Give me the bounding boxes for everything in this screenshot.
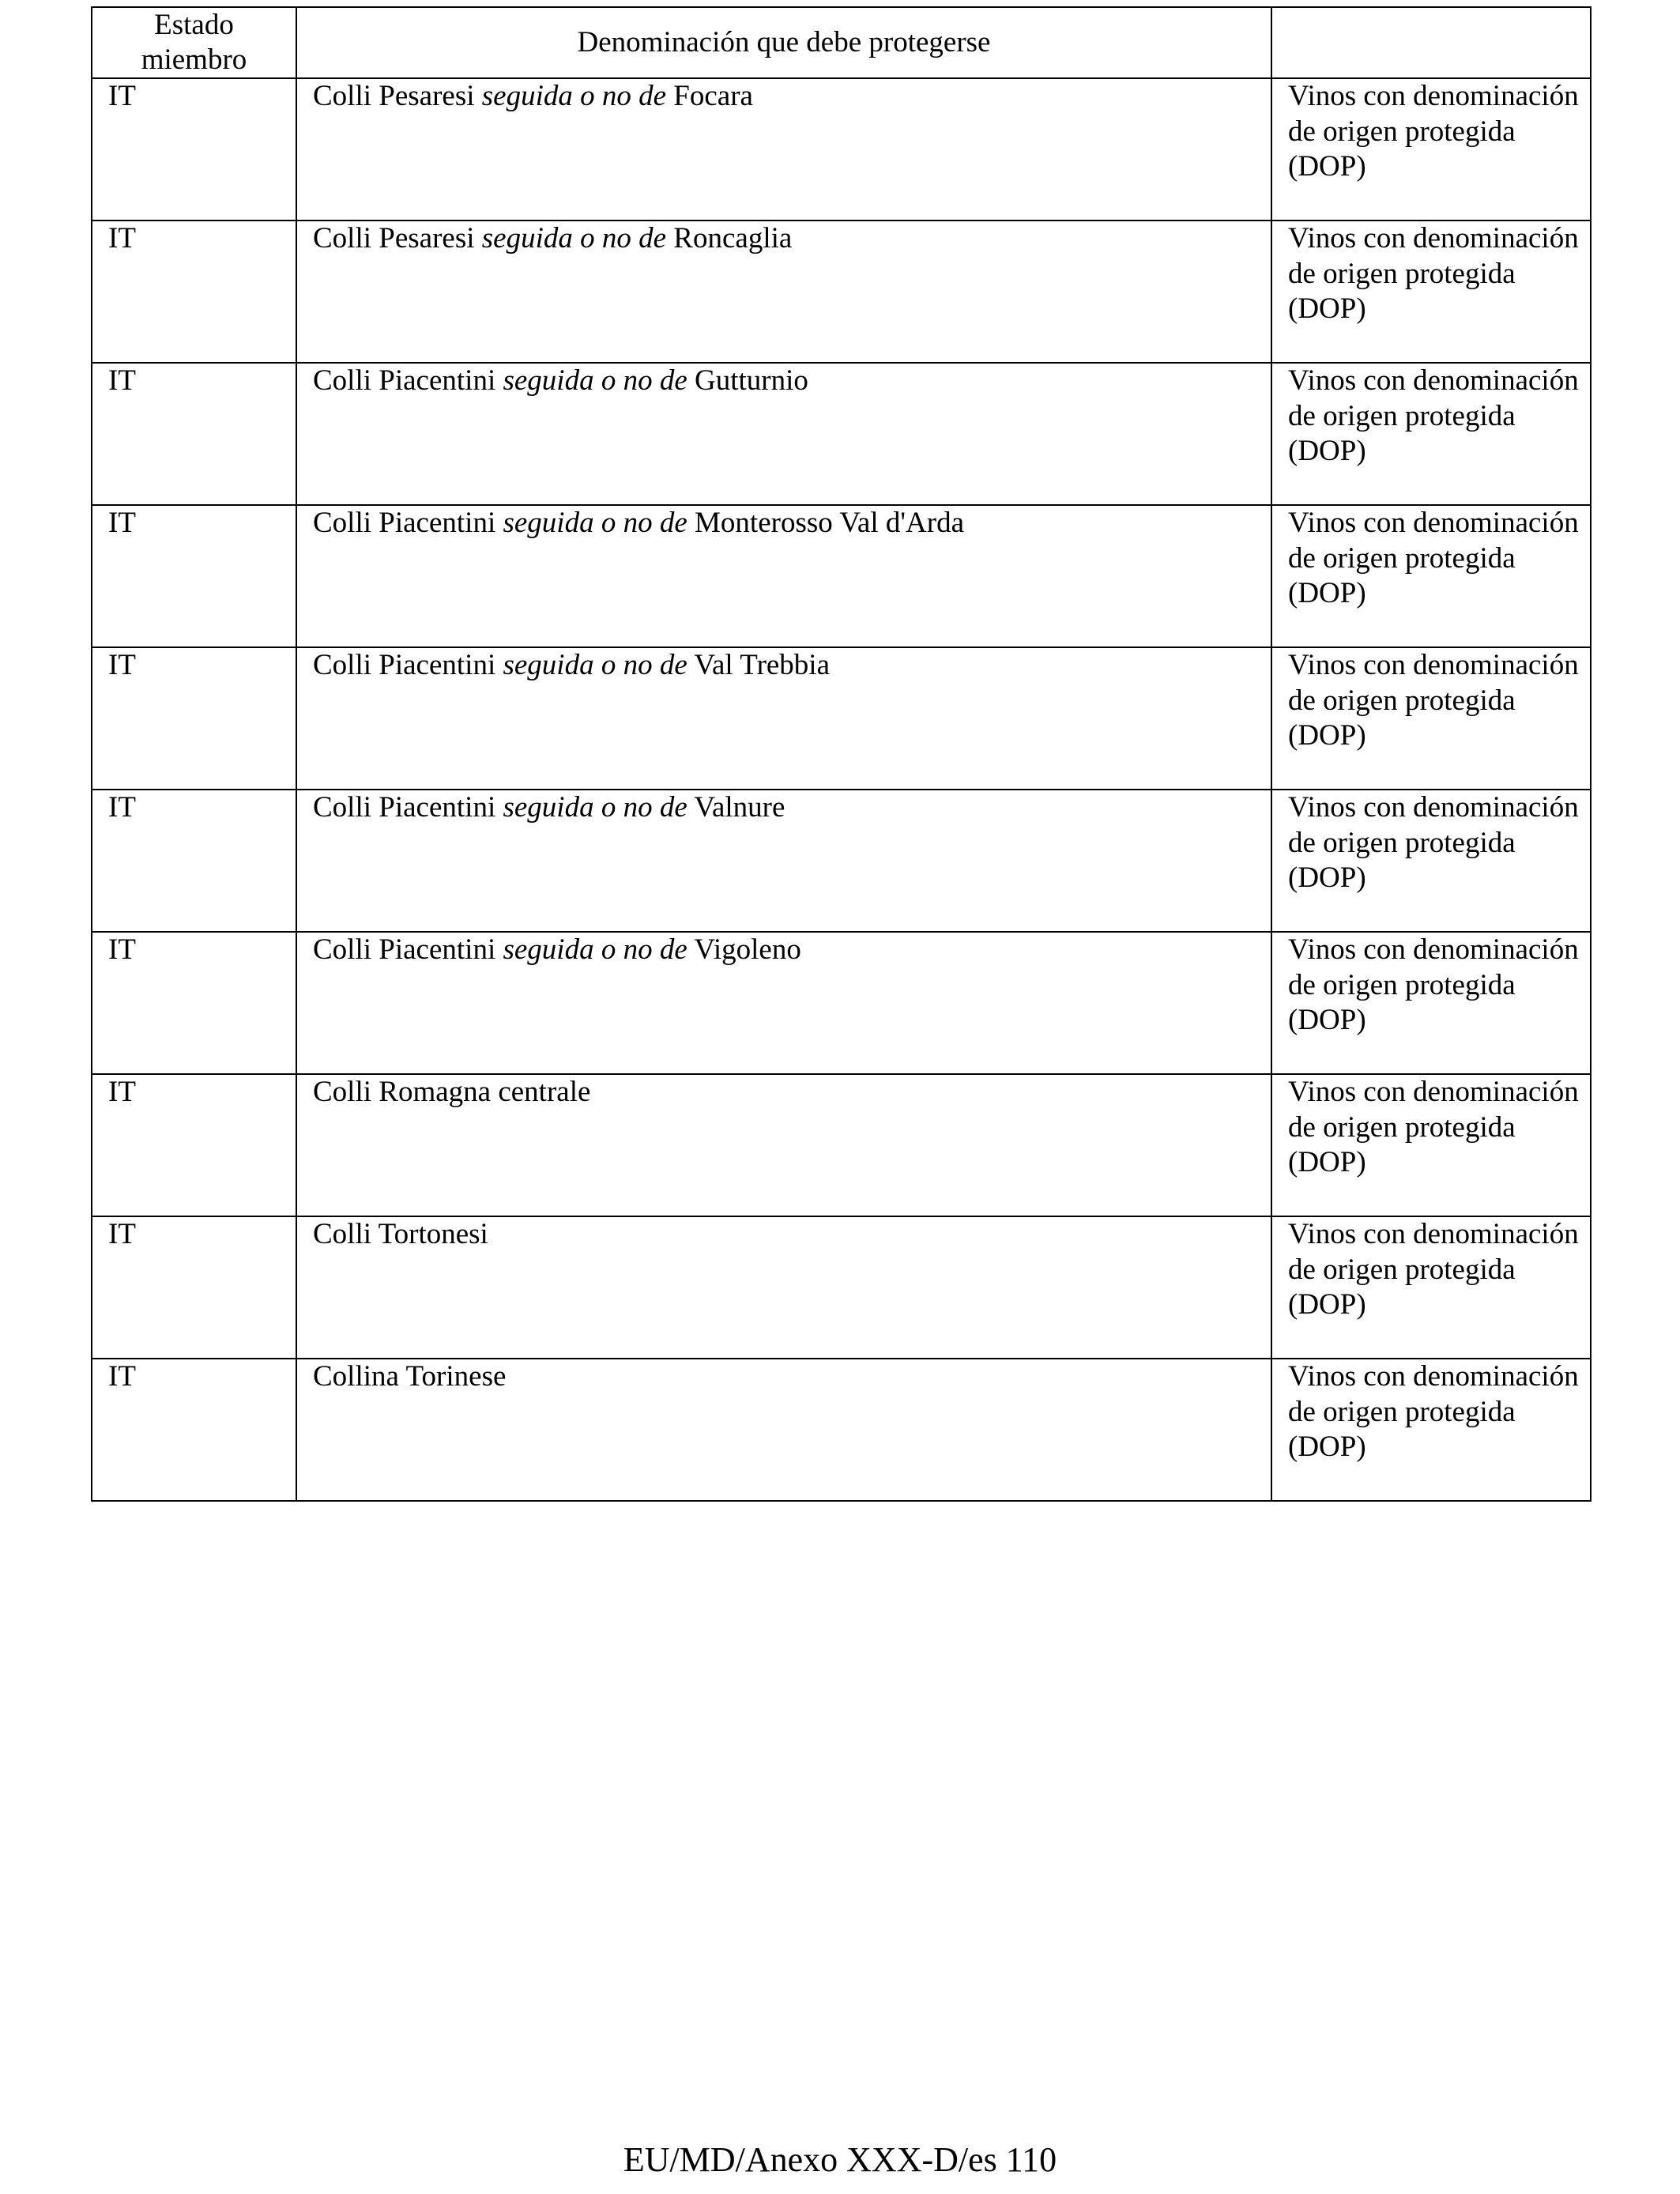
cell-category: [1271, 647, 1591, 790]
denomination-connector: seguida o no de: [503, 364, 687, 397]
table-row: [92, 1074, 1591, 1216]
cell-denomination: [296, 647, 1271, 790]
header-denominacion-text: Denominación que debe protegerse: [577, 26, 991, 58]
denomination-connector: seguida o no de: [503, 933, 687, 966]
cell-category: [1271, 363, 1591, 505]
category-text: Vinos con denominación de origen protegida (DOP): [1288, 933, 1579, 1036]
member-state-text: IT: [108, 80, 136, 112]
header-category: [1271, 7, 1591, 78]
header-denominacion: [296, 7, 1271, 78]
denomination-connector: seguida o no de: [503, 507, 687, 539]
cell-denomination: [296, 1216, 1271, 1359]
cell-category: [1271, 932, 1591, 1074]
denomination-name: Colli Piacentini: [313, 649, 496, 681]
cell-category: [1271, 78, 1591, 221]
page-footer: EU/MD/Anexo XXX-D/es 110: [623, 2140, 1057, 2179]
table-row: [92, 505, 1591, 647]
header-estado-miembro: [92, 7, 296, 78]
denomination-name: Colli Piacentini: [313, 364, 496, 397]
denomination-connector: seguida o no de: [481, 80, 667, 112]
cell-denomination: [296, 790, 1271, 932]
member-state-text: IT: [108, 649, 136, 681]
denomination-connector: seguida o no de: [503, 649, 687, 681]
cell-denomination: [296, 932, 1271, 1074]
cell-denomination: [296, 505, 1271, 647]
cell-member-state: [92, 78, 296, 221]
cell-member-state: [92, 932, 296, 1074]
denomination-name: Colli Pesaresi: [313, 80, 475, 112]
category-text: Vinos con denominación de origen protegida (DOP): [1288, 222, 1579, 325]
table-body: [92, 78, 1591, 1501]
denominations-table: [91, 6, 1591, 1502]
denomination-connector: seguida o no de: [481, 222, 667, 254]
denomination-suffix: Valnure: [694, 791, 785, 824]
table-row: [92, 1359, 1591, 1501]
member-state-text: IT: [108, 1076, 136, 1108]
denomination-name: Colli Piacentini: [313, 791, 496, 824]
member-state-text: IT: [108, 1360, 136, 1393]
category-text: Vinos con denominación de origen protegida (DOP): [1288, 1360, 1579, 1463]
cell-member-state: [92, 363, 296, 505]
category-text: Vinos con denominación de origen protegida (DOP): [1288, 364, 1579, 467]
denomination-name: Colli Romagna centrale: [313, 1076, 591, 1108]
table-row: [92, 78, 1591, 221]
category-text: Vinos con denominación de origen protegida (DOP): [1288, 80, 1579, 183]
table-row: [92, 647, 1591, 790]
cell-category: [1271, 221, 1591, 363]
member-state-text: IT: [108, 791, 136, 824]
category-text: Vinos con denominación de origen protegida (DOP): [1288, 791, 1579, 894]
cell-category: [1271, 1074, 1591, 1216]
denomination-suffix: Roncaglia: [673, 222, 793, 254]
table-row: [92, 790, 1591, 932]
cell-member-state: [92, 1216, 296, 1359]
header-row: [92, 7, 1591, 78]
member-state-text: IT: [108, 222, 136, 254]
denomination-name: Colli Piacentini: [313, 933, 496, 966]
denomination-name: Collina Torinese: [313, 1360, 507, 1393]
cell-member-state: [92, 1074, 296, 1216]
cell-member-state: [92, 221, 296, 363]
cell-denomination: [296, 221, 1271, 363]
denomination-name: Colli Piacentini: [313, 507, 496, 539]
cell-member-state: [92, 1359, 296, 1501]
table-row: [92, 932, 1591, 1074]
denomination-name: Colli Pesaresi: [313, 222, 475, 254]
table-row: [92, 221, 1591, 363]
cell-category: [1271, 505, 1591, 647]
table-row: [92, 363, 1591, 505]
cell-member-state: [92, 790, 296, 932]
category-text: Vinos con denominación de origen protegida (DOP): [1288, 649, 1579, 752]
table-row: [92, 1216, 1591, 1359]
denomination-suffix: Focara: [673, 80, 753, 112]
denomination-suffix: Vigoleno: [694, 933, 801, 966]
member-state-text: IT: [108, 507, 136, 539]
cell-denomination: [296, 78, 1271, 221]
member-state-text: IT: [108, 364, 136, 397]
category-text: Vinos con denominación de origen protegida (DOP): [1288, 507, 1579, 609]
denomination-suffix: Val Trebbia: [694, 649, 831, 681]
cell-member-state: [92, 647, 296, 790]
cell-category: [1271, 1359, 1591, 1501]
denomination-suffix: Monterosso Val d'Arda: [695, 507, 965, 539]
header-estado-miembro-text: Estado miembro: [141, 9, 247, 76]
denomination-connector: seguida o no de: [503, 791, 687, 824]
cell-category: [1271, 790, 1591, 932]
table-header: [92, 7, 1591, 78]
cell-denomination: [296, 1359, 1271, 1501]
denomination-suffix: Gutturnio: [695, 364, 808, 397]
denomination-name: Colli Tortonesi: [313, 1218, 488, 1250]
cell-denomination: [296, 1074, 1271, 1216]
member-state-text: IT: [108, 1218, 136, 1250]
cell-denomination: [296, 363, 1271, 505]
category-text: Vinos con denominación de origen protegida (DOP): [1288, 1218, 1579, 1321]
category-text: Vinos con denominación de origen protegida (DOP): [1288, 1076, 1579, 1178]
member-state-text: IT: [108, 933, 136, 966]
cell-member-state: [92, 505, 296, 647]
cell-category: [1271, 1216, 1591, 1359]
